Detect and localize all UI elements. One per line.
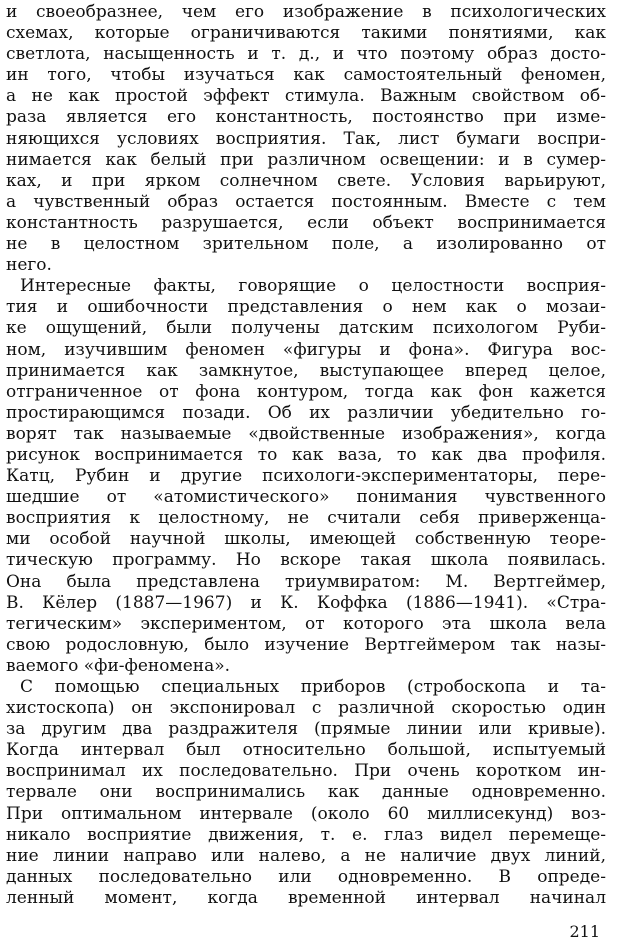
text-line: няющихся условиях восприятия. Так, лист бумаги воспри- bbox=[6, 128, 606, 149]
text-line: ние линии направо или налево, а не наличие двух линий, bbox=[6, 845, 606, 866]
text-line: нимается как белый при различном освещении: и в сумер- bbox=[6, 149, 606, 170]
text-line: восприятия к целостному, не считали себя приверженца- bbox=[6, 508, 606, 529]
text-line: принимается как замкнутое, выступающее вперед целое, bbox=[6, 360, 606, 381]
text-line: ном, изучившим феномен «фигуры и фона». Фигура вос- bbox=[6, 339, 606, 360]
text-line: константность разрушается, если объект воспринимается bbox=[6, 212, 606, 233]
paragraph-2 bbox=[6, 276, 606, 677]
text-line: ми особой научной школы, имеющей собственную теоре- bbox=[6, 529, 606, 550]
paragraph-3 bbox=[6, 677, 606, 909]
text-line: никало восприятие движения, т. е. глаз видел перемеще- bbox=[6, 824, 606, 845]
text-line: ке ощущений, были получены датским психологом Руби- bbox=[6, 318, 606, 339]
text-line: При оптимальном интервале (около 60 миллисекунд) воз- bbox=[6, 803, 606, 824]
text-line: отграниченное от фона контуром, тогда как фон кажется bbox=[6, 381, 606, 402]
text-line: Катц, Рубин и другие психологи-экспериментаторы, пере- bbox=[6, 466, 606, 487]
text-line: и своеобразнее, чем его изображение в психологических bbox=[6, 2, 606, 22]
text-line: данных последовательно или одновременно. В опреде- bbox=[6, 866, 606, 887]
text-line: него. bbox=[6, 255, 52, 276]
body-text bbox=[6, 2, 606, 909]
text-line: воспринимал их последовательно. При очень коротком ин- bbox=[6, 761, 606, 782]
text-line: шедшие от «атомистического» понимания чувственного bbox=[6, 487, 606, 508]
text-line: рисунок воспринимается то как ваза, то как два профиля. bbox=[6, 444, 606, 465]
text-line: Она была представлена триумвиратом: М. Вертгеймер, bbox=[6, 571, 606, 592]
text-line: тическую программу. Но вскоре такая школа появилась. bbox=[6, 550, 606, 571]
text-line: а чувственный образ остается постоянным. Вместе с тем bbox=[6, 191, 606, 212]
page-number: 211 bbox=[569, 922, 600, 941]
text-line: не в целостном зрительном поле, а изолированно от bbox=[6, 234, 606, 255]
text-line: раза является его константность, постоянство при изме- bbox=[6, 107, 606, 128]
text-line: простирающимся позади. Об их различии убедительно го- bbox=[6, 402, 606, 423]
text-line: ин того, чтобы изучаться как самостоятельный феномен, bbox=[6, 65, 606, 86]
paragraph-1 bbox=[6, 2, 606, 276]
text-line: ленный момент, когда временной интервал начинал bbox=[6, 887, 606, 908]
text-line: ваемого «фи-феномена». bbox=[6, 655, 231, 676]
text-line: В. Кёлер (1887—1967) и К. Коффка (1886—1941). «Стра- bbox=[6, 592, 606, 613]
text-line: свою родословную, было изучение Вертгеймером так назы- bbox=[6, 634, 606, 655]
text-line: Когда интервал был относительно большой, испытуемый bbox=[6, 740, 606, 761]
text-line: а не как простой эффект стимула. Важным свойством об- bbox=[6, 86, 606, 107]
text-line: за другим два раздражителя (прямые линии или кривые). bbox=[6, 719, 606, 740]
text-line: хистоскопа) он экспонировал с различной скоростью один bbox=[6, 698, 606, 719]
text-line: схемах, которые ограничиваются такими понятиями, как bbox=[6, 23, 606, 44]
text-line: ках, и при ярком солнечном свете. Условия варьируют, bbox=[6, 170, 606, 191]
text-line: тегическим» экспериментом, от которого эта школа вела bbox=[6, 613, 606, 634]
text-line: тервале они воспринимались как данные одновременно. bbox=[6, 782, 606, 803]
text-line: светлота, насыщенность и т. д., и что поэтому образ досто- bbox=[6, 44, 606, 65]
text-line: Интересные факты, говорящие о целостности восприя- bbox=[20, 276, 606, 297]
text-line: С помощью специальных приборов (стробоскопа и та- bbox=[20, 677, 606, 697]
text-line: ворят так называемые «двойственные изображения», когда bbox=[6, 423, 606, 444]
text-line: тия и ошибочности представления о нем как о мозаи- bbox=[6, 297, 606, 318]
